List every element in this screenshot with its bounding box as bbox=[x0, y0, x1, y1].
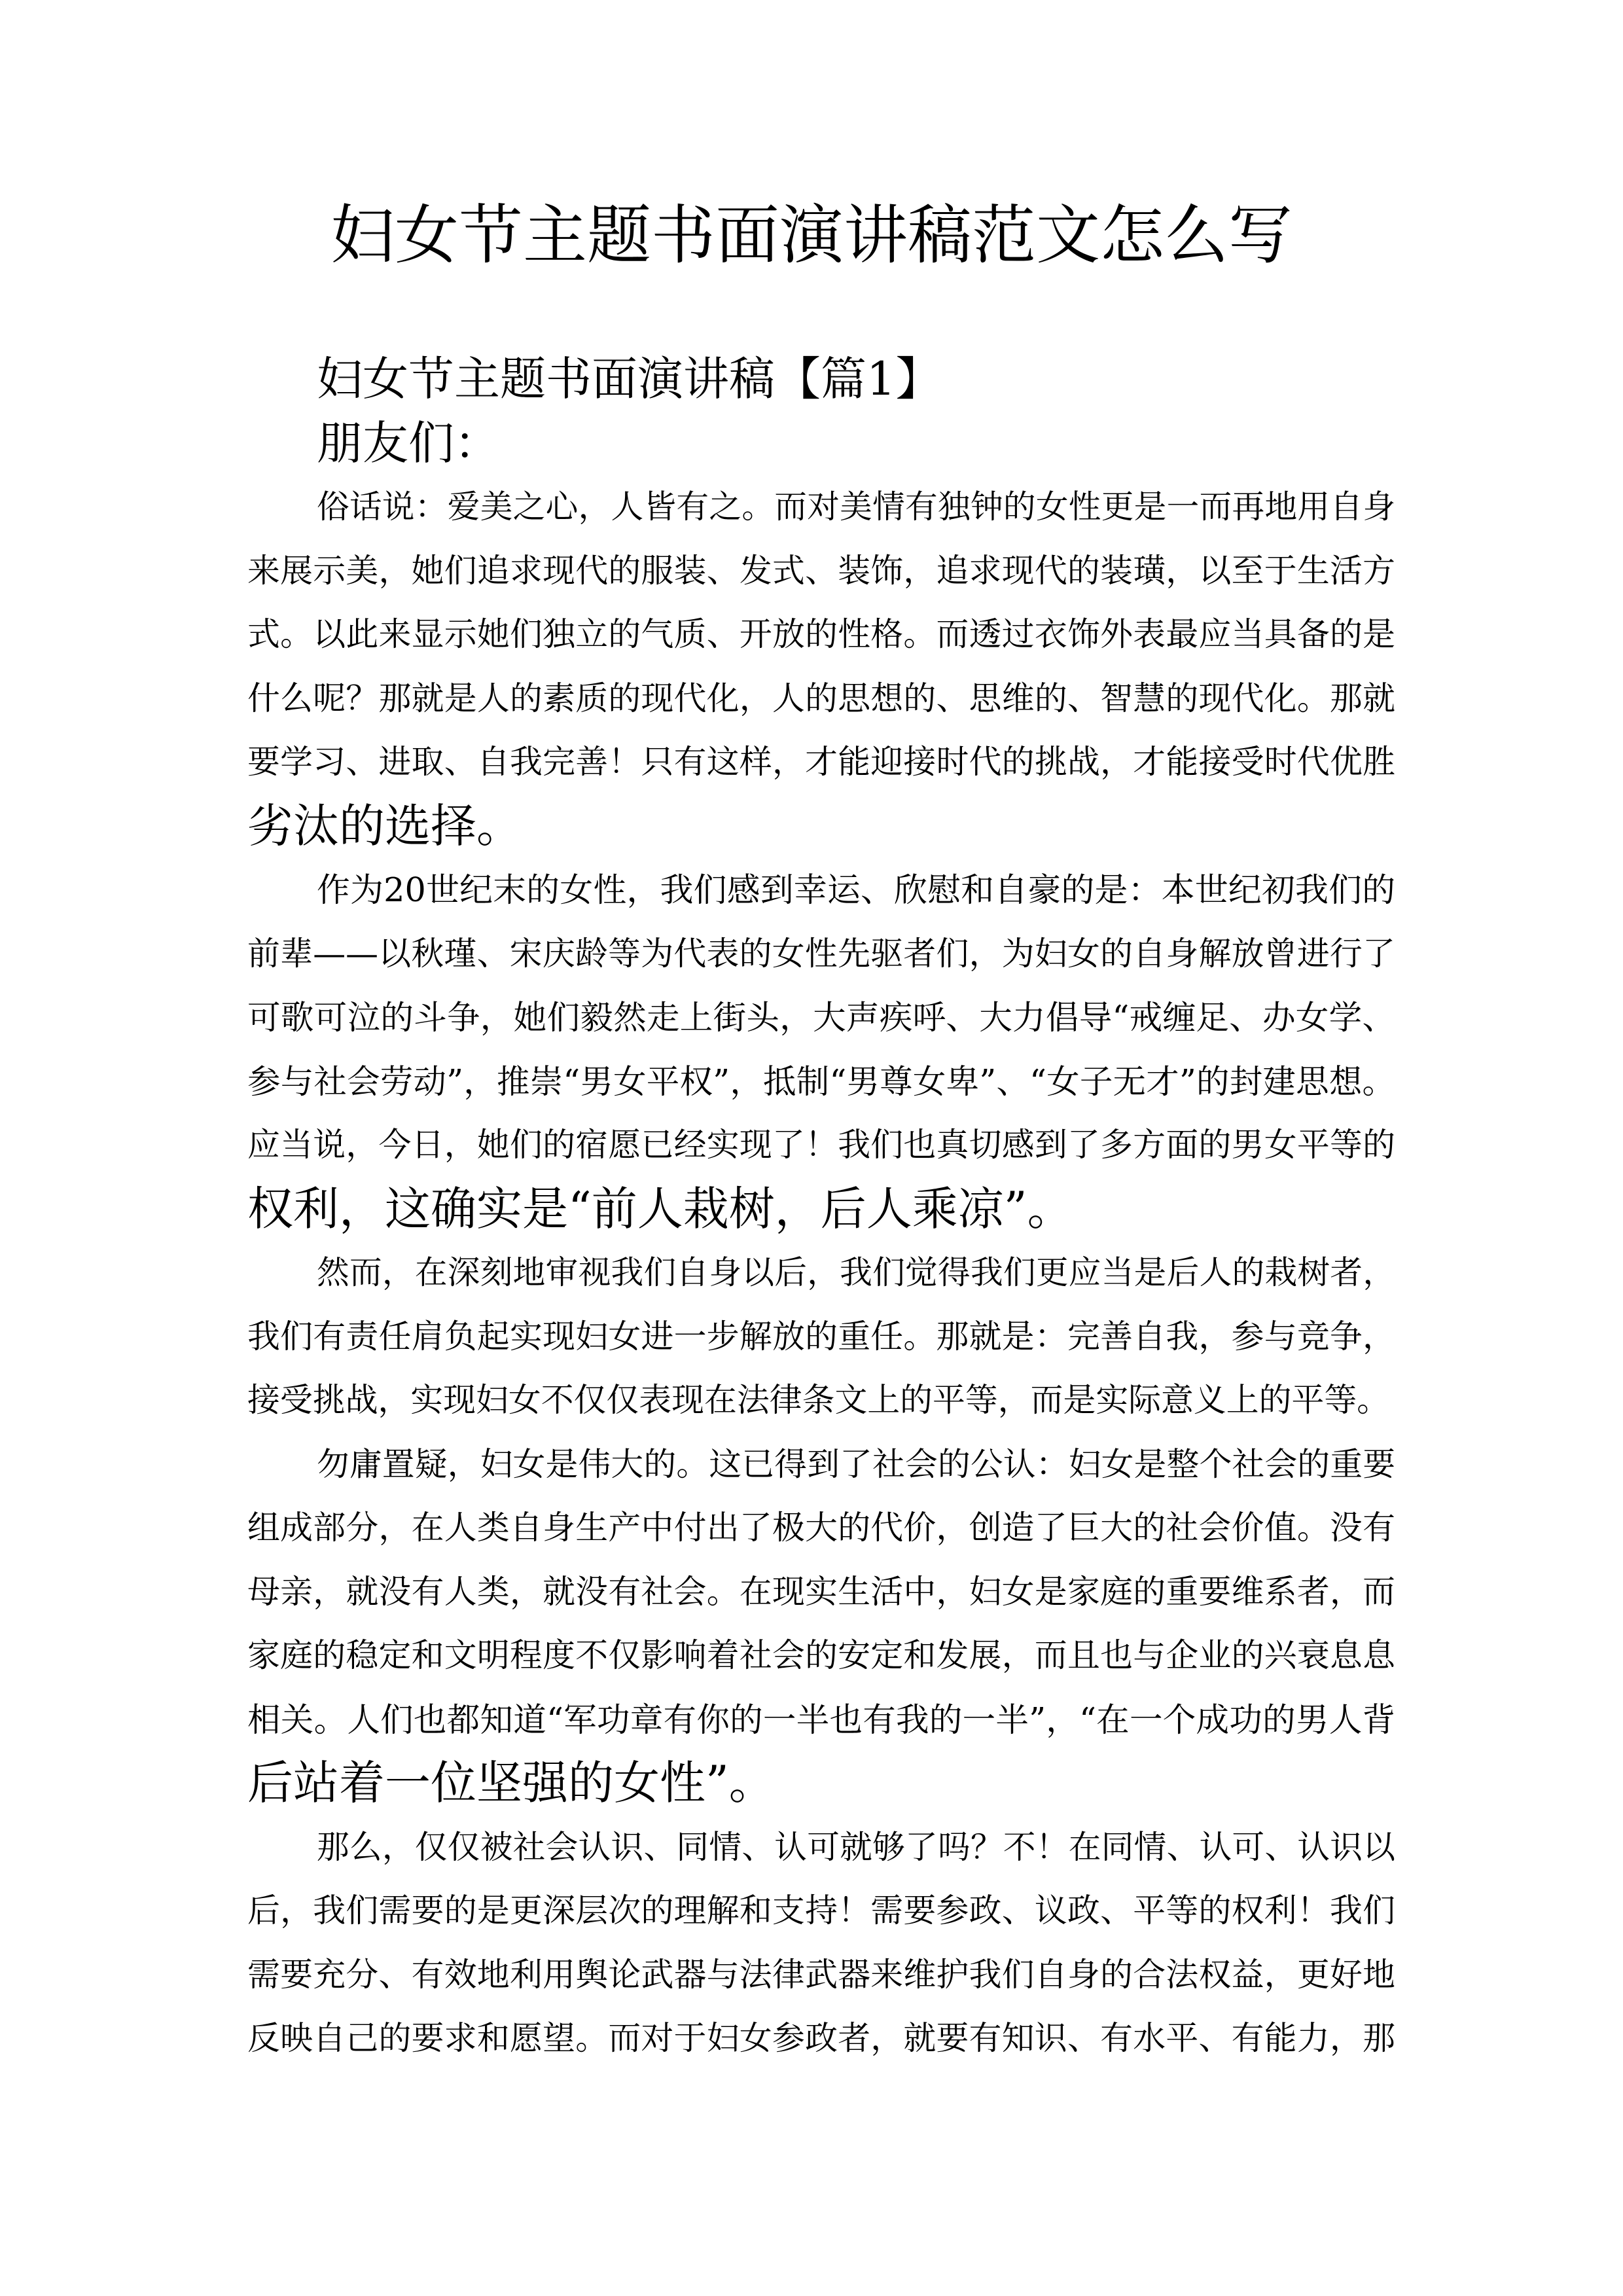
text-line-content: 后，我们需要的是更深层次的理解和支持！需要参政、议政、平等的权利！我们 bbox=[247, 1892, 1395, 1929]
text-line bbox=[247, 1560, 1395, 1624]
text-line bbox=[247, 1816, 1395, 1880]
text-line-content: 组成部分，在人类自身生产中付出了极大的代价，创造了巨大的社会价值。没有 bbox=[247, 1509, 1395, 1547]
text-line-content: 作为20世纪末的女性，我们感到幸运、欣慰和自豪的是：本世纪初我们的 bbox=[317, 870, 1395, 909]
text-line bbox=[247, 858, 1395, 922]
paragraph bbox=[247, 412, 1395, 476]
text-line-content: 什么呢？那就是人的素质的现代化，人的思想的、思维的、智慧的现代化。那就 bbox=[247, 679, 1395, 717]
text-line-content: 朋友们： bbox=[317, 416, 500, 470]
text-line bbox=[247, 986, 1395, 1050]
text-line-content: 劣汰的选择。 bbox=[247, 798, 522, 853]
document-body bbox=[247, 348, 1395, 2071]
paragraph bbox=[247, 475, 1395, 858]
text-line bbox=[247, 1177, 1395, 1242]
text-line-content: 然而，在深刻地审视我们自身以后，我们觉得我们更应当是后人的栽树者， bbox=[317, 1253, 1395, 1291]
text-line bbox=[247, 1751, 1395, 1816]
text-line bbox=[247, 1943, 1395, 2007]
text-line bbox=[247, 2007, 1395, 2071]
text-line bbox=[247, 1369, 1395, 1433]
text-line bbox=[247, 1433, 1395, 1497]
text-line bbox=[247, 1113, 1395, 1177]
text-line bbox=[247, 730, 1395, 795]
text-line-content: 俗话说：爱美之心，人皆有之。而对美情有独钟的女性更是一而再地用自身 bbox=[317, 488, 1395, 526]
text-line bbox=[247, 667, 1395, 731]
text-line-content: 式。以此来显示她们独立的气质、开放的性格。而透过衣饰外表最应当具备的是 bbox=[247, 615, 1395, 653]
text-line-content: 相关。人们也都知道“军功章有你的一半也有我的一半”，“在一个成功的男人背 bbox=[247, 1700, 1395, 1739]
paragraph bbox=[247, 348, 1395, 412]
paragraph bbox=[247, 1816, 1395, 2071]
text-line-content: 那么，仅仅被社会认识、同情、认可就够了吗？不！在同情、认可、认识以 bbox=[317, 1827, 1395, 1866]
text-line-content: 家庭的稳定和文明程度不仅影响着社会的安定和发展，而且也与企业的兴衰息息 bbox=[247, 1636, 1395, 1674]
paragraph bbox=[247, 858, 1395, 1241]
text-line-content: 应当说，今日，她们的宿愿已经实现了！我们也真切感到了多方面的男女平等的 bbox=[247, 1126, 1395, 1164]
paragraph bbox=[247, 1433, 1395, 1816]
text-line-content: 要学习、进取、自我完善！只有这样，才能迎接时代的挑战，才能接受时代优胜 bbox=[247, 743, 1395, 781]
text-line-content: 我们有责任肩负起实现妇女进一步解放的重任。那就是：完善自我，参与竞争， bbox=[247, 1317, 1395, 1355]
text-line bbox=[247, 412, 1395, 476]
text-line-content: 妇女节主题书面演讲稿【篇1】 bbox=[317, 352, 942, 406]
text-line bbox=[247, 1496, 1395, 1560]
text-line bbox=[247, 539, 1395, 603]
text-line bbox=[247, 1624, 1395, 1688]
text-line bbox=[247, 1688, 1395, 1752]
text-line-content: 来展示美，她们追求现代的服装、发式、装饰，追求现代的装璜，以至于生活方 bbox=[247, 551, 1395, 590]
text-line bbox=[247, 603, 1395, 667]
text-line-content: 参与社会劳动”，推崇“男女平权”，抵制“男尊女卑”、“女子无才”的封建思想。 bbox=[247, 1062, 1395, 1101]
text-line bbox=[247, 348, 1395, 412]
text-line-content: 权利，这确实是“前人栽树，后人乘凉”。 bbox=[247, 1181, 1073, 1236]
text-line bbox=[247, 1305, 1395, 1369]
text-line bbox=[247, 922, 1395, 986]
text-line-content: 前辈——以秋瑾、宋庆龄等为代表的女性先驱者们，为妇女的自身解放曾进行了 bbox=[247, 934, 1395, 973]
text-line-content: 接受挑战，实现妇女不仅仅表现在法律条文上的平等，而是实际意义上的平等。 bbox=[247, 1381, 1390, 1419]
text-line bbox=[247, 1241, 1395, 1305]
text-line-content: 反映自己的要求和愿望。而对于妇女参政者，就要有知识、有水平、有能力，那 bbox=[247, 2019, 1395, 2057]
text-line bbox=[247, 795, 1395, 859]
text-line-content: 勿庸置疑，妇女是伟大的。这已得到了社会的公认：妇女是整个社会的重要 bbox=[317, 1444, 1395, 1483]
text-line bbox=[247, 1879, 1395, 1943]
text-line-content: 可歌可泣的斗争，她们毅然走上街头，大声疾呼、大力倡导“戒缠足、办女学、 bbox=[247, 998, 1395, 1037]
text-line bbox=[247, 1050, 1395, 1114]
paragraph bbox=[247, 1241, 1395, 1433]
text-line-content: 需要充分、有效地利用舆论武器与法律武器来维护我们自身的合法权益，更好地 bbox=[247, 1955, 1395, 1994]
text-line-content: 母亲，就没有人类，就没有社会。在现实生活中，妇女是家庭的重要维系者，而 bbox=[247, 1572, 1395, 1611]
text-line bbox=[247, 475, 1395, 539]
text-line-content: 后站着一位坚强的女性”。 bbox=[247, 1756, 775, 1810]
document-title: 妇女节主题书面演讲稿范文怎么写 bbox=[330, 198, 1293, 273]
